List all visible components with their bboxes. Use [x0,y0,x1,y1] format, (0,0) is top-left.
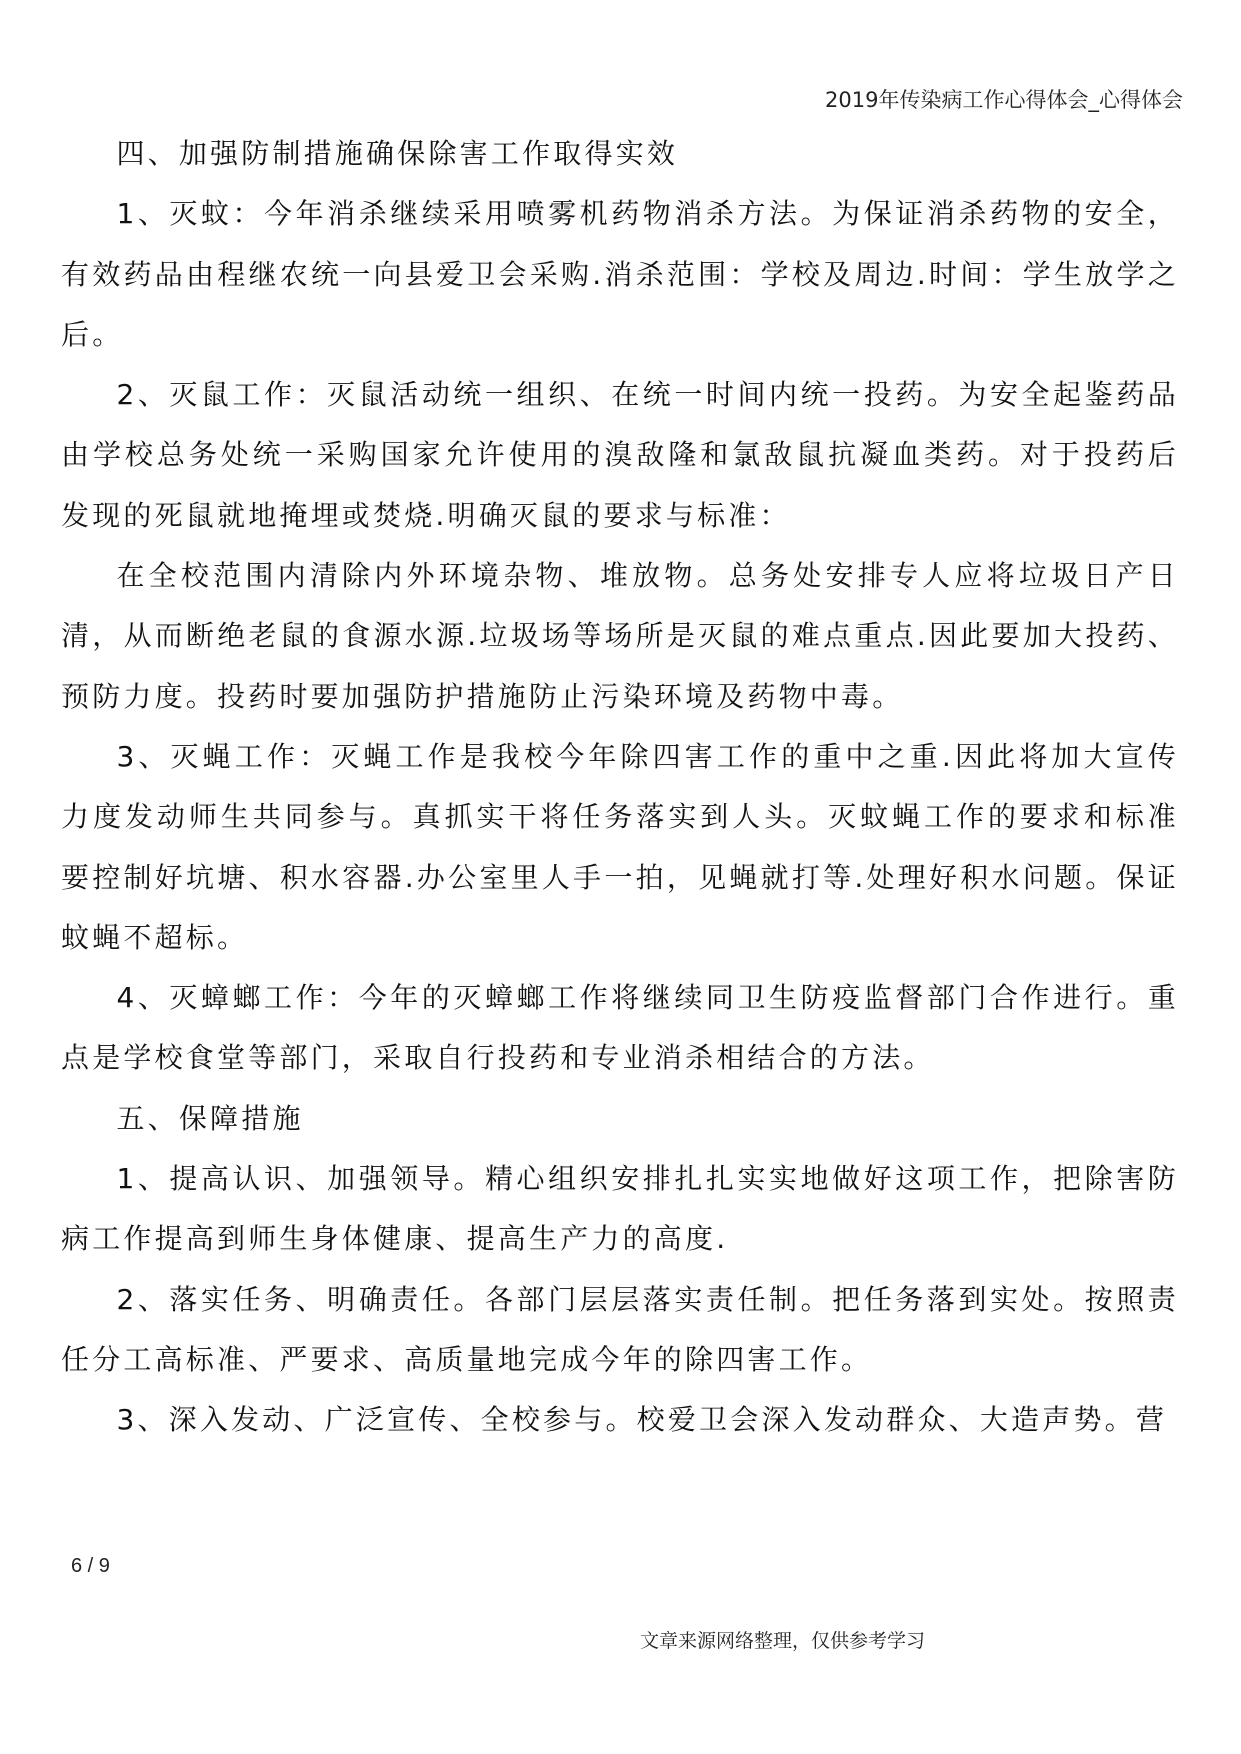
paragraph-responsibility: 2、落实任务、明确责任。各部门层层落实责任制。把任务落到实处。按照责任分工高标准、严要求、高质量地完成今年的除四害工作。 [61,1282,1179,1376]
paragraph-rodent-standards: 在全校范围内清除内外环境杂物、堆放物。总务处安排专人应将垃圾日产日清，从而断绝老鼠的食源水源.垃圾场等场所是灭鼠的难点重点.因此要加大投药、预防力度。投药时要加强防护措施防止污染环境及药物中毒。 [61,559,1179,713]
paragraph-rodent-control: 2、灭鼠工作：灭鼠活动统一组织、在统一时间内统一投药。为安全起鉴药品由学校总务处统一采购国家允许使用的溴敌隆和氯敌鼠抗凝血类药。对于投药后发现的死鼠就地掩埋或焚烧.明确灭鼠的要求与标准： [61,378,1179,532]
section-heading-five: 五、保障措施 [116,1101,304,1135]
page-footer: 文章来源网络整理，仅供参考学习 [640,1630,926,1652]
document-body [61,124,1179,1451]
paragraph-fly-control: 3、灭蝇工作：灭蝇工作是我校今年除四害工作的重中之重.因此将加大宣传力度发动师生共同参与。真抓实干将任务落实到人头。灭蚊蝇工作的要求和标准要控制好坑塘、积水容器.办公室里人手一拍，见蝇就打等.处理好积水问题。保证蚊蝇不超标。 [61,739,1179,954]
paragraph-cockroach-control: 4、灭蟑螂工作：今年的灭蟑螂工作将继续同卫生防疫监督部门合作进行。重点是学校食堂等部门，采取自行投药和专业消杀相结合的方法。 [61,981,1179,1075]
page-header: 2019年传染病工作心得体会_心得体会 [825,88,1183,112]
page-number: 6 / 9 [71,1555,110,1577]
paragraph-awareness-leadership: 1、提高认识、加强领导。精心组织安排扎扎实实地做好这项工作，把除害防病工作提高到师生身体健康、提高生产力的高度. [61,1162,1179,1256]
section-heading-four: 四、加强防制措施确保除害工作取得实效 [116,137,679,170]
paragraph-mosquito-control: 1、灭蚊：今年消杀继续采用喷雾机药物消杀方法。为保证消杀药物的安全，有效药品由程继农统一向县爱卫会采购.消杀范围：学校及周边.时间：学生放学之后。 [61,197,1179,351]
paragraph-publicity: 3、深入发动、广泛宣传、全校参与。校爱卫会深入发动群众、大造声势。营 [116,1403,1168,1437]
